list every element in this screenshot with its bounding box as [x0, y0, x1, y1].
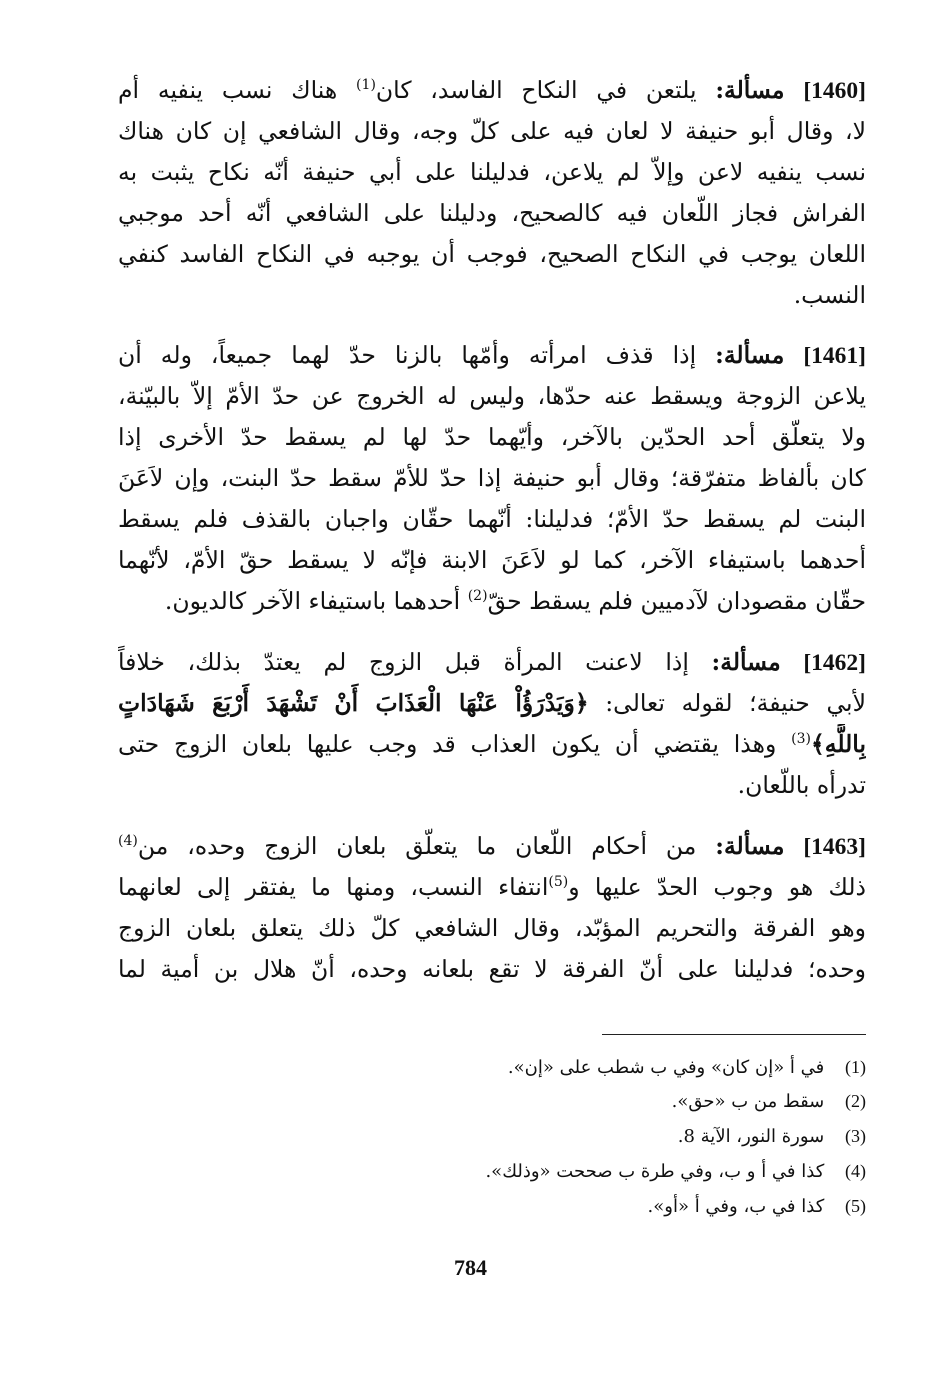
footnote	[118, 1191, 866, 1221]
footnote	[118, 1052, 866, 1082]
text-segment: انتفاء النسب، ومنها ما يفتقر إلى لعانهما	[118, 873, 549, 901]
paragraph-1462-line-1	[118, 642, 866, 682]
footnote	[118, 1156, 866, 1186]
text-segment: يلتعن في النكاح الفاسد، كان	[375, 76, 697, 104]
page-number: 784	[454, 1255, 487, 1280]
paragraph-1462-line-2	[118, 683, 866, 723]
footnote-ref: (2)	[467, 588, 488, 604]
footnote-text: كذا في ب، وفي أ «أو».	[647, 1196, 825, 1217]
paragraph-1463-line-1	[118, 826, 866, 866]
footnote	[118, 1086, 866, 1116]
text-segment: حقّان مقصودان لآدميين فلم يسقط حقّ	[487, 587, 866, 615]
paragraph-1461-line-6: أحدهما باستيفاء الآخر، كما لو لاَعَنَ الابنة فإنّه لا يسقط حقّ الأمّ، لأنّهما	[118, 546, 866, 574]
footnote-ref: (3)	[791, 731, 811, 747]
text-segment: من أحكام اللّعان ما يتعلّق بلعان الزوج وحده، من	[137, 832, 697, 860]
footnote-separator	[602, 1034, 866, 1035]
text-segment: وهذا يقتضي أن يكون العذاب قد وجب عليها بلعان الزوج حتى	[118, 730, 777, 758]
paragraph-1460-line-2: لا، وقال أبو حنيفة لا لعان فيه على كلّ وجه، وقال الشافعي إن كان هناك	[118, 117, 866, 145]
footnote-number: (2)	[845, 1091, 866, 1111]
footnote-text: سورة النور، الآية 8.	[677, 1126, 825, 1147]
paragraph-1460-line-6: النسب.	[793, 281, 866, 309]
footnote-number: (5)	[845, 1196, 866, 1216]
footnote	[118, 1121, 866, 1151]
footnote-text: كذا في أ و ب، وفي طرة ب صححت «وذلك».	[485, 1161, 825, 1182]
paragraph-1460-line-5: اللعان يوجب في النكاح الصحيح، فوجب أن يوجبه في النكاح الفاسد كنفي	[118, 240, 866, 268]
issue-label: مسألة:	[715, 76, 785, 104]
paragraph-1461-line-3: ولا يتعلّق أحد الحدّين بالآخر، وأيّهما حدّ لها لم يسقط حدّ الأخرى إذا	[118, 423, 866, 451]
issue-label: مسألة:	[715, 832, 785, 860]
footnote-ref: (4)	[118, 833, 138, 849]
issue-number: [1460]	[803, 78, 866, 104]
issue-number: [1462]	[803, 650, 866, 676]
footnote-number: (1)	[845, 1057, 866, 1077]
text-segment: إذا لاعنت المرأة قبل الزوج لم يعتدّ بذلك، خلافاً	[118, 648, 689, 676]
issue-number: [1461]	[803, 343, 866, 369]
paragraph-1461-line-2: يلاعن الزوجة ويسقط عنه حدّها، وليس له الخروج عن حدّ الأمّ إلاّ بالبيّنة،	[118, 382, 866, 410]
paragraph-1460-line-1	[118, 70, 866, 110]
paragraph-1461-line-4: كان بألفاظ متفرّقة؛ وقال أبو حنيفة إذا حدّ للأمّ سقط حدّ البنت، وإن لاَعَنَ	[118, 464, 866, 492]
footnote-text: سقط من ب «حق».	[671, 1091, 825, 1112]
text-segment: لأبي حنيفة؛ لقوله تعالى:	[605, 689, 866, 717]
paragraph-1463-line-4: وحده؛ فدليلنا على أنّ الفرقة لا تقع بلعانه وحده، أنّ هلال بن أمية لما	[118, 955, 866, 983]
paragraph-1461-line-5: البنت لم يسقط حدّ الأمّ؛ فدليلنا: أنّهما حقّان واجبان بالقذف فلم يسقط	[118, 505, 866, 533]
paragraph-1462-line-4: تدرأه باللّعان.	[737, 771, 866, 799]
footnote-ref: (5)	[548, 874, 569, 890]
paragraph-1460-line-3: نسب ينفيه لاعن وإلاّ لم يلاعن، فدليلنا على أبي حنيفة أنّه نكاح يثبت به	[118, 158, 866, 186]
page-body	[118, 70, 866, 1330]
quran-verse-end: بِاللَّهِ﴾	[810, 730, 866, 758]
paragraph-1463-line-2	[118, 867, 866, 907]
issue-label: مسألة:	[711, 648, 781, 676]
footnote-number: (3)	[845, 1126, 866, 1146]
text-segment: هناك نسب ينفيه أم	[118, 76, 338, 104]
quran-verse: ﴿وَيَدْرَؤُاْ عَنْهَا الْعَذَابَ أَنْ تَشْهَدَ أَرْبَعَ شَهَادَاتٍ	[118, 689, 589, 717]
footnote-number: (4)	[845, 1161, 866, 1181]
text-segment: أحدهما باستيفاء الآخر كالديون.	[164, 587, 461, 615]
paragraph-1461-line-7	[118, 581, 866, 621]
footnote-text: في أ «إن كان» وفي ب شطب على «إن».	[507, 1057, 825, 1078]
paragraph-1460-line-4: الفراش فجاز اللّعان فيه كالصحيح، ودليلنا على الشافعي أنّه أحد موجبي	[118, 199, 866, 227]
paragraph-1463-line-3: وهو الفرقة والتحريم المؤبّد، وقال الشافعي كلّ ذلك يتعلق بلعان الزوج	[118, 914, 866, 942]
text-segment: إذا قذف امرأته وأمّها بالزنا حدّ لهما جميعاً، وله أن	[118, 341, 697, 369]
text-segment: ذلك هو وجوب الحدّ عليها و	[568, 873, 866, 901]
paragraph-1462-line-3	[118, 724, 866, 764]
footnote-ref: (1)	[356, 77, 376, 93]
issue-label: مسألة:	[715, 341, 785, 369]
paragraph-1461-line-1	[118, 335, 866, 375]
issue-number: [1463]	[803, 834, 866, 860]
